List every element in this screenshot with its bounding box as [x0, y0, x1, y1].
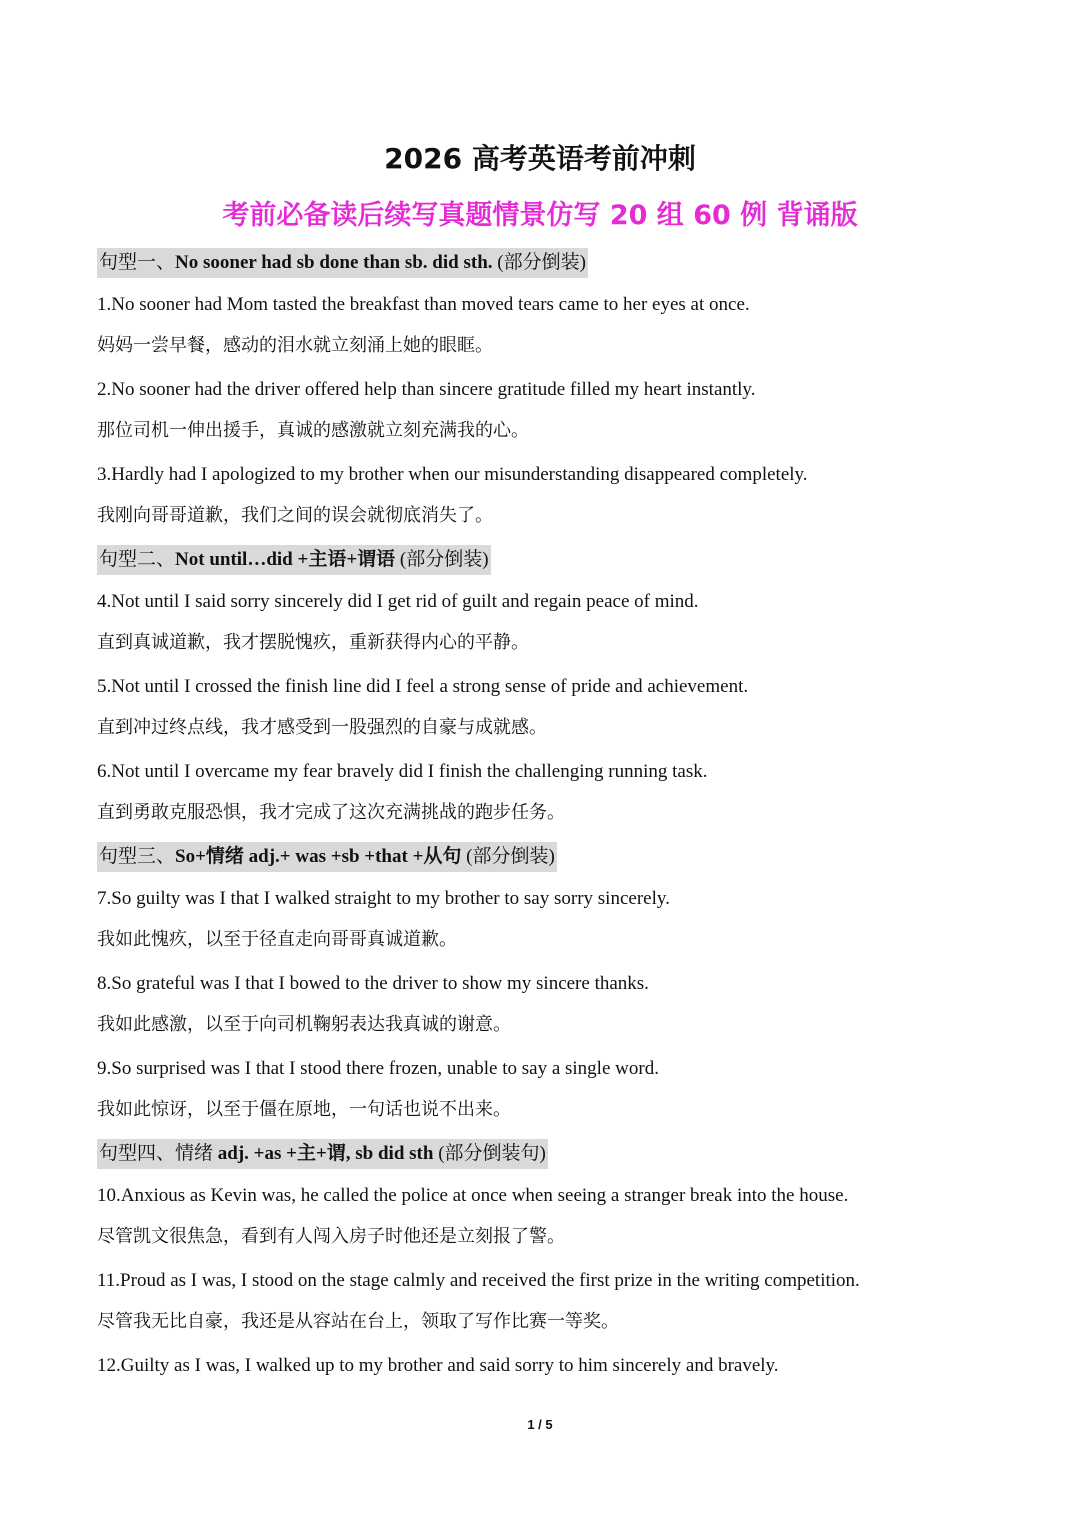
- document-body: [97, 248, 997, 1392]
- example-sentence-chinese: 尽管我无比自豪，我还是从容站在台上，领取了写作比赛一等奖。: [97, 1311, 619, 1332]
- example-sentence-english: 8.So grateful was I that I bowed to the driver to show my sincere thanks.: [97, 973, 649, 994]
- example-sentence-english: 4.Not until I said sorry sincerely did I get rid of guilt and regain peace of mind.: [97, 591, 699, 612]
- section-heading-suffix: (部分倒装): [395, 549, 489, 570]
- section-heading-suffix: (部分倒装): [492, 252, 586, 273]
- example-sentence-english: 7.So guilty was I that I walked straight to my brother to say sorry sincerely.: [97, 888, 670, 909]
- page-number: 1 / 5: [527, 1417, 553, 1432]
- example-sentence-english: 12.Guilty as I was, I walked up to my brother and said sorry to him sincerely and bravely.: [97, 1355, 779, 1376]
- example-sentence-english: 11.Proud as I was, I stood on the stage calmly and received the first prize in the writing competition.: [97, 1270, 860, 1291]
- section-heading-suffix: (部分倒装): [461, 846, 555, 867]
- section-heading: [97, 842, 557, 872]
- example-sentence-chinese: 直到冲过终点线，我才感受到一股强烈的自豪与成就感。: [97, 717, 547, 738]
- section-heading: [97, 545, 491, 575]
- example-sentence-chinese: 直到真诚道歉，我才摆脱愧疚，重新获得内心的平静。: [97, 632, 529, 653]
- section-heading: [97, 1139, 548, 1169]
- example-sentence-chinese: 我如此愧疚，以至于径直走向哥哥真诚道歉。: [97, 929, 457, 950]
- section-heading-suffix: (部分倒装句): [433, 1143, 546, 1164]
- section-heading-pattern: adj. +as +主+谓, sb did sth: [217, 1143, 434, 1164]
- example-sentence-chinese: 尽管凯文很焦急，看到有人闯入房子时他还是立刻报了警。: [97, 1226, 565, 1247]
- example-sentence-english: 10.Anxious as Kevin was, he called the police at once when seeing a stranger break into the house.: [97, 1185, 849, 1206]
- section-heading: [97, 248, 588, 278]
- example-sentence-chinese: 我如此感激，以至于向司机鞠躬表达我真诚的谢意。: [97, 1014, 511, 1035]
- document-title: 2026 高考英语考前冲刺: [384, 142, 696, 175]
- section-heading-prefix: 句型一、: [99, 252, 176, 273]
- section-heading-prefix: 句型二、: [99, 549, 176, 570]
- example-sentence-chinese: 妈妈一尝早餐，感动的泪水就立刻涌上她的眼眶。: [97, 335, 493, 356]
- example-sentence-english: 5.Not until I crossed the finish line did I feel a strong sense of pride and achievement.: [97, 676, 749, 697]
- example-sentence-chinese: 我如此惊讶，以至于僵在原地，一句话也说不出来。: [97, 1099, 511, 1120]
- example-sentence-chinese: 直到勇敢克服恐惧，我才完成了这次充满挑战的跑步任务。: [97, 802, 565, 823]
- section-heading-pattern: Not until…did +主语+谓语: [175, 549, 396, 570]
- example-sentence-chinese: 我刚向哥哥道歉，我们之间的误会就彻底消失了。: [97, 505, 493, 526]
- section-heading-prefix: 句型三、: [99, 846, 176, 867]
- example-sentence-chinese: 那位司机一伸出援手，真诚的感激就立刻充满我的心。: [97, 420, 529, 441]
- example-sentence-english: 2.No sooner had the driver offered help than sincere gratitude filled my heart instantly.: [97, 379, 756, 400]
- section-heading-pattern: So+情绪 adj.+ was +sb +that +从句: [175, 846, 462, 867]
- example-sentence-english: 1.No sooner had Mom tasted the breakfast than moved tears came to her eyes at once.: [97, 294, 750, 315]
- example-sentence-english: 6.Not until I overcame my fear bravely did I finish the challenging running task.: [97, 761, 708, 782]
- example-sentence-english: 9.So surprised was I that I stood there frozen, unable to say a single word.: [97, 1058, 659, 1079]
- document-subtitle: 考前必备读后续写真题情景仿写 20 组 60 例 背诵版: [222, 200, 858, 231]
- section-heading-prefix: 句型四、情绪: [99, 1143, 218, 1164]
- example-sentence-english: 3.Hardly had I apologized to my brother when our misunderstanding disappeared completely.: [97, 464, 808, 485]
- section-heading-pattern: No sooner had sb done than sb. did sth.: [175, 252, 493, 273]
